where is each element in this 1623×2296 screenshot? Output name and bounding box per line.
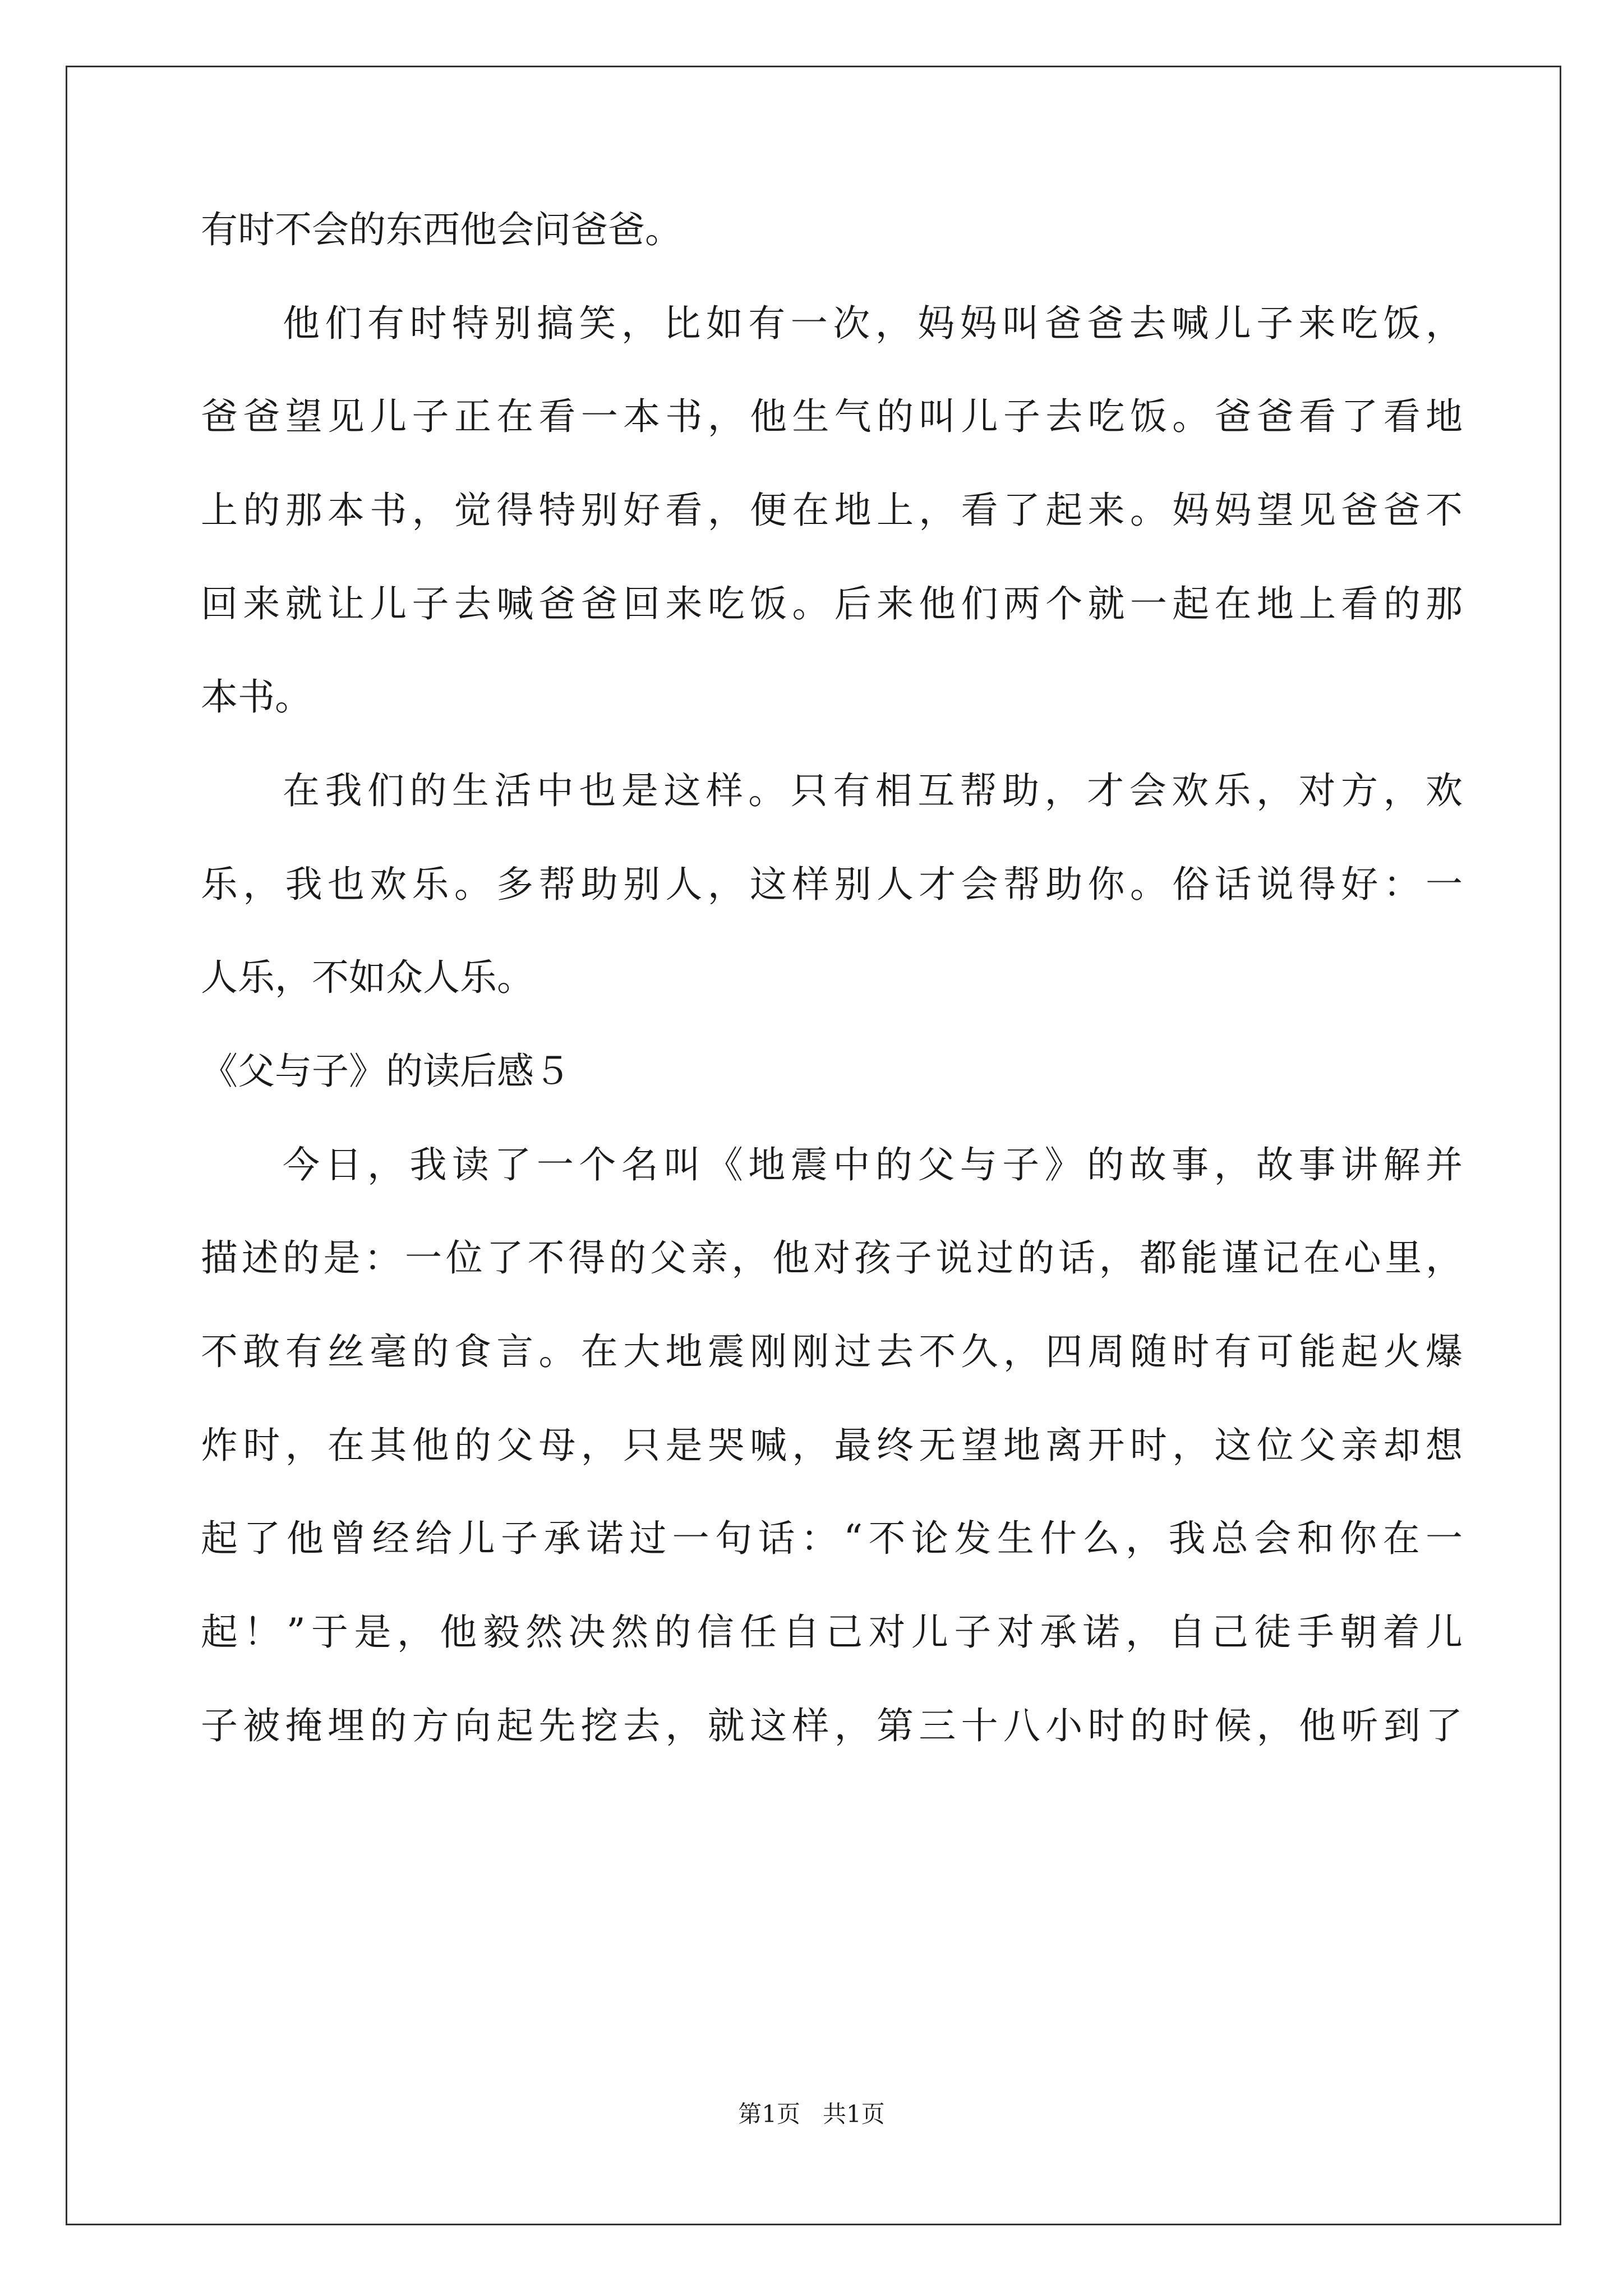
text-line: 炸时，在其他的父母，只是哭喊，最终无望地离开时，这位父亲却想 [201, 1424, 1463, 1467]
text-line: 他们有时特别搞笑，比如有一次，妈妈叫爸爸去喊儿子来吃饭， [283, 302, 1463, 345]
text-line: 描述的是：一位了不得的父亲，他对孩子说过的话，都能谨记在心里， [201, 1236, 1463, 1280]
text-line: 爸爸望见儿子正在看一本书，他生气的叫儿子去吃饭。爸爸看了看地 [201, 395, 1463, 438]
section-heading: 《父与子》的读后感５ [201, 1050, 571, 1093]
page-footer: 第1页 共1页 [738, 2100, 885, 2128]
text-line: 不敢有丝毫的食言。在大地震刚刚过去不久，四周随时有可能起火爆 [201, 1330, 1463, 1373]
text-line: 今日，我读了一个名叫《地震中的父与子》的故事，故事讲解并 [283, 1143, 1463, 1186]
text-line: 上的那本书，觉得特别好看，便在地上，看了起来。妈妈望见爸爸不 [201, 489, 1463, 532]
text-line: 子被掩埋的方向起先挖去，就这样，第三十八小时的时候，他听到了 [201, 1704, 1463, 1747]
text-line: 起！”于是，他毅然决然的信任自己对儿子对承诺，自己徒手朝着儿 [201, 1611, 1463, 1654]
text-line: 人乐，不如众人乐。 [201, 956, 534, 999]
text-line: 在我们的生活中也是这样。只有相互帮助，才会欢乐，对方，欢 [283, 769, 1463, 812]
text-line: 有时不会的东西他会问爸爸。 [201, 208, 682, 251]
text-line: 乐，我也欢乐。多帮助别人，这样别人才会帮助你。俗话说得好：一 [201, 863, 1463, 906]
text-line: 回来就让儿子去喊爸爸回来吃饭。后来他们两个就一起在地上看的那 [201, 582, 1463, 625]
text-line: 本书。 [201, 675, 312, 719]
text-line: 起了他曾经给儿子承诺过一句话：“不论发生什么，我总会和你在一 [201, 1517, 1463, 1560]
